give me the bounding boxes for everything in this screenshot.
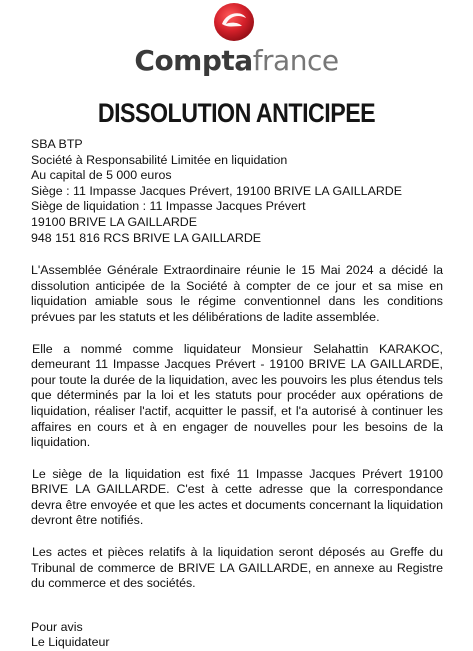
paragraph-liquidator: [31, 342, 443, 451]
company-form: Société à Responsabilité Limitée en liquidation: [31, 152, 288, 167]
signature-line-1: Pour avis: [31, 619, 83, 634]
paragraph-deposit: [31, 545, 443, 592]
brand-name: [0, 44, 473, 78]
paragraph-dissolution-text: L'Assemblée Générale Extraordinaire réunie le 15 Mai 2024 a décidé la dissolution anticipée de la Société à compter de ce jour et sa mise en liquidation amiable sous le régime conventionnel dans les conditions prévues par les statuts et les délibérations de ladite assemblée.: [31, 263, 443, 324]
company-details: [31, 137, 443, 246]
signature-block: [31, 620, 443, 651]
notice-body: [31, 137, 443, 651]
compta-france-logo: [0, 0, 473, 90]
brand-part-france: france: [252, 44, 339, 77]
liquidation-city: 19100 BRIVE LA GAILLARDE: [31, 214, 197, 229]
notice-title: DISSOLUTION ANTICIPEE: [97, 98, 376, 128]
company-capital: Au capital de 5 000 euros: [31, 168, 172, 183]
paragraph-liquidator-text: Elle a nommé comme liquidateur Monsieur Selahattin KARAKOC, demeurant 11 Impasse Jacques Prévert - 19100 BRIVE LA GAILLARDE, pour toute la durée de la liquidation, avec les pouvoirs les plus étendus tels que déterminés par la loi et les statuts pour procéder aux opérations de liquidation, réaliser l'actif, acquitter le passif, et l'a autorisé à continuer les affaires en cours et à en engager de nouvelles pour les besoins de la liquidation.: [31, 341, 443, 450]
paragraph-deposit-text: Les actes et pièces relatifs à la liquidation seront déposés au Greffe du Tribunal de commerce de BRIVE LA GAILLARDE, en annexe au Registre du commerce et des sociétés.: [31, 545, 443, 591]
paragraph-seat-text: Le siège de la liquidation est fixé 11 Impasse Jacques Prévert 19100 BRIVE LA GAILLARDE. C'est à cette adresse que la correspondance devra être envoyée et que les actes et documents concernant la liquidation devront être notifiés.: [31, 466, 443, 528]
brand-part-compta: Compta: [134, 44, 253, 77]
compta-france-logo-icon: [208, 2, 260, 42]
rcs-number: 948 151 816 RCS BRIVE LA GAILLARDE: [31, 230, 262, 245]
company-name: SBA BTP: [31, 137, 83, 151]
liquidation-seat: Siège de liquidation : 11 Impasse Jacques Prévert: [31, 199, 306, 214]
signature-line-2: Le Liquidateur: [31, 635, 110, 650]
company-seat: Siège : 11 Impasse Jacques Prévert, 19100 BRIVE LA GAILLARDE: [31, 183, 402, 198]
paragraph-seat: [31, 467, 443, 529]
paragraph-dissolution: [31, 263, 443, 325]
